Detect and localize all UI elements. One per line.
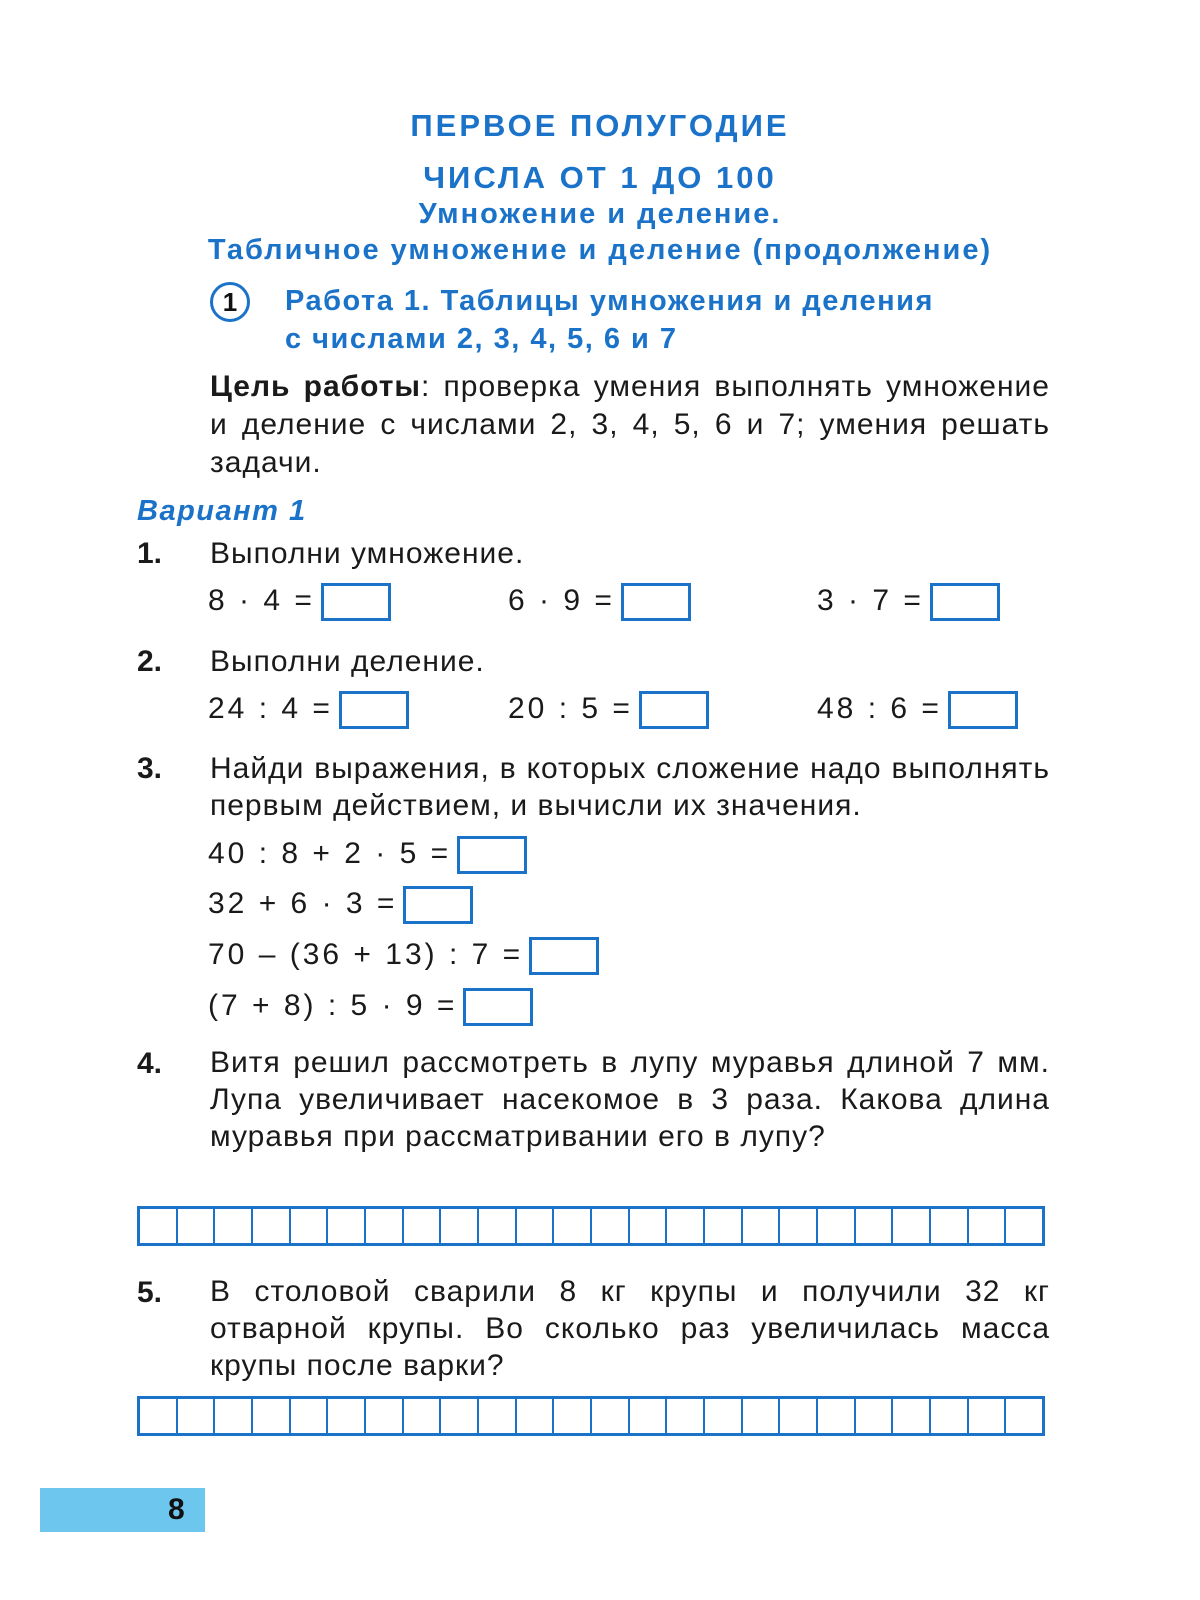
task-2-expr-1: 24 : 4 = — [208, 691, 409, 729]
answer-box[interactable] — [639, 691, 709, 729]
task-3-expr-3: 70 – (36 + 13) : 7 = — [208, 937, 599, 975]
answer-box[interactable] — [529, 937, 599, 975]
page-number: 8 — [168, 1493, 185, 1526]
subtopic-heading: Табличное умножение и деление (продолжение) — [207, 234, 993, 266]
goal-label: Цель работы — [210, 370, 422, 403]
task-3-expr-1: 40 : 8 + 2 · 5 = — [208, 836, 527, 874]
semester-heading: ПЕРВОЕ ПОЛУГОДИЕ — [410, 108, 790, 143]
task-3-number: 3. — [137, 752, 163, 785]
task-1-number: 1. — [137, 537, 163, 570]
task-3-expr-4: (7 + 8) : 5 · 9 = — [208, 988, 533, 1026]
answer-box[interactable] — [463, 988, 533, 1026]
task-4-number: 4. — [137, 1047, 163, 1080]
answer-box[interactable] — [457, 836, 527, 874]
task-2-number: 2. — [137, 645, 163, 678]
task-2-expr-3: 48 : 6 = — [817, 691, 1018, 729]
task-1-expr-1: 8 · 4 = — [208, 583, 391, 621]
task-4-text: Витя решил рассмотреть в лупу муравья длиной 7 мм. Лупа увеличивает насекомое в 3 раза. Какова длина муравья при рассматривании его в лупу? — [210, 1046, 1050, 1153]
answer-box[interactable] — [948, 691, 1018, 729]
task-4-answer-grid[interactable] — [137, 1206, 1045, 1246]
answer-box[interactable] — [930, 583, 1000, 621]
goal-paragraph — [210, 368, 1050, 482]
task-1-expr-2: 6 · 9 = — [508, 583, 691, 621]
task-5-text: В столовой сварили 8 кг крупы и получили 32 кг отварной крупы. Во сколько раз увеличилась масса крупы после варки? — [210, 1275, 1050, 1382]
task-2-expr-2: 20 : 5 = — [508, 691, 709, 729]
answer-box[interactable] — [621, 583, 691, 621]
topic-heading: Умножение и деление. — [418, 198, 782, 230]
work-title-line1: Работа 1. Таблицы умножения и деления — [285, 285, 934, 317]
variant-heading: Вариант 1 — [137, 495, 307, 527]
task-1-text: Выполни умножение. — [210, 537, 525, 570]
work-title-line2: с числами 2, 3, 4, 5, 6 и 7 — [285, 323, 678, 355]
task-3-expr-2: 32 + 6 · 3 = — [208, 886, 473, 924]
task-2-text: Выполни деление. — [210, 645, 485, 678]
work-title — [285, 282, 1055, 358]
goal-text: : проверка умения выполнять умножение и деление с числами 2, 3, 4, 5, 6 и 7; умения решать задачи. — [210, 370, 1050, 479]
answer-box[interactable] — [339, 691, 409, 729]
answer-box[interactable] — [403, 886, 473, 924]
task-3-text: Найди выражения, в которых сложение надо выполнять первым действием, и вычисли их значения. — [210, 752, 1050, 822]
task-1-expr-3: 3 · 7 = — [817, 583, 1000, 621]
answer-box[interactable] — [321, 583, 391, 621]
work-number-badge: 1 — [210, 282, 250, 322]
numbers-heading: ЧИСЛА ОТ 1 ДО 100 — [423, 160, 777, 195]
task-5-number: 5. — [137, 1276, 163, 1309]
task-5-answer-grid[interactable] — [137, 1396, 1045, 1436]
